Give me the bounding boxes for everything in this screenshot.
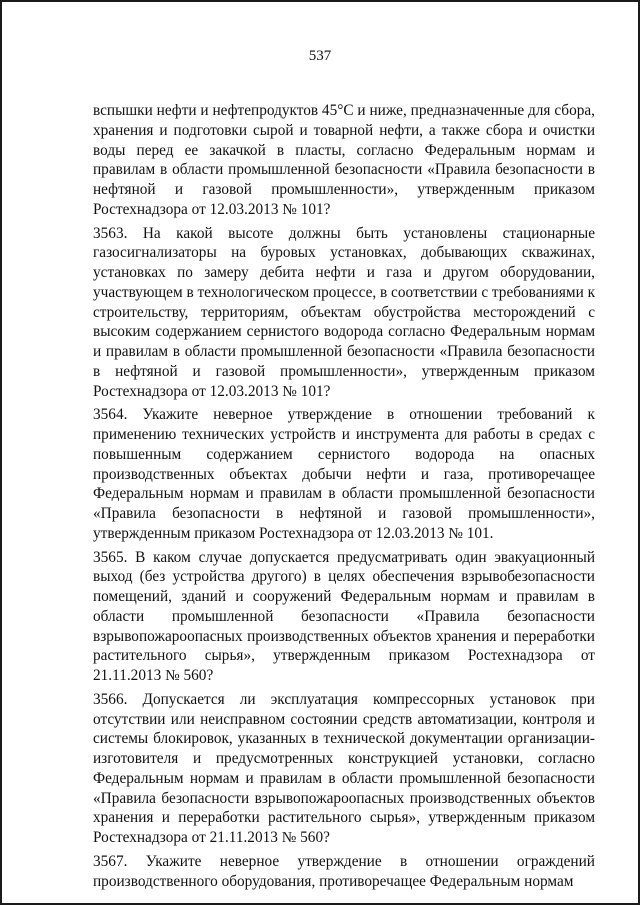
- question-3565: 3565. В каком случае допускается предусматривать один эвакуационный выход (без устройства другого) в целях обеспечения взрывобезопасности помещений, зданий и сооружений Федеральным нормам и правилам в области промышленной безопасности «Правила безопасности взрывопожароопасных производственных объектов хранения и переработки растительного сырья», утвержденным приказом Ростехнадзора от 21.11.2013 № 560?: [93, 548, 595, 684]
- question-3567: 3567. Укажите неверное утверждение в отношении ограждений производственного оборудования, противоречащее Федеральным нормам: [93, 852, 595, 890]
- question-3564: 3564. Укажите неверное утверждение в отношении требований к применению технических устройств и инструмента для работы в средах с повышенным содержанием сернистого водорода на опасных производственных объектах добычи нефти и газа, противоречащее Федеральным нормам и правилам в области промышленной безопасности «Правила безопасности в нефтяной и газовой промышленности», утвержденным приказом Ростехнадзора от 12.03.2013 № 101.: [93, 406, 595, 542]
- page-number: 537: [308, 48, 332, 64]
- paragraph-continuation: вспышки нефти и нефтепродуктов 45°С и ниже, предназначенные для сбора, хранения и подготовки сырой и товарной нефти, а также сбора и очистки воды перед ее закачкой в пласты, согласно Федеральным нормам и правилам в области промышленной безопасности «Правила безопасности в нефтяной и газовой промышленности», утвержденным приказом Ростехнадзора от 12.03.2013 № 101?: [93, 102, 595, 218]
- document-body: [93, 101, 595, 895]
- question-3566: 3566. Допускается ли эксплуатация компрессорных установок при отсутствии или неисправном состоянии средств автоматизации, контроля и системы блокировок, указанных в технической документации организации-изготовителя и предусмотренных конструкцией установки, согласно Федеральным нормам и правилам в области промышленной безопасности «Правила безопасности взрывопожароопасных производственных объектов хранения и переработки растительного сырья», утвержденным приказом Ростехнадзора от 21.11.2013 № 560?: [93, 690, 595, 846]
- question-3563: 3563. На какой высоте должны быть установлены стационарные газосигнализаторы на буровых установках, добывающих скважинах, установках по замеру дебита нефти и газа и другом оборудовании, участвующем в технологическом процессе, в соответствии с требованиями к строительству, территориям, объектам обустройства месторождений с высоким содержанием сернистого водорода согласно Федеральным нормам и правилам в области промышленной безопасности «Правила безопасности в нефтяной и газовой промышленности», утвержденным приказом Ростехнадзора от 12.03.2013 № 101?: [93, 224, 596, 400]
